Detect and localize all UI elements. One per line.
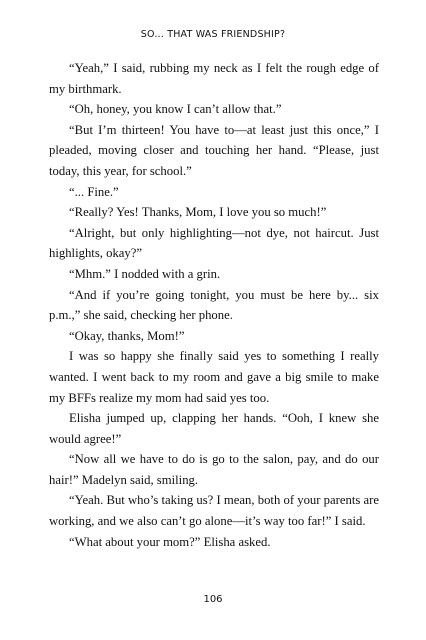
paragraph: “And if you’re going tonight, you must be here by... six p.m.,” she said, checking her phone. <box>49 287 379 323</box>
paragraph: “Alright, but only highlighting—not dye, not haircut. Just highlights, okay?” <box>49 225 379 261</box>
running-header: SO... THAT WAS FRIENDSHIP? <box>140 29 286 40</box>
paragraph: “Now all we have to do is go to the salon, pay, and do our hair!” Madelyn said, smiling. <box>49 452 379 487</box>
paragraph: “Yeah,” I said, rubbing my neck as I felt the rough edge of my birthmark. <box>49 61 379 96</box>
paragraph: “Really? Yes! Thanks, Mom, I love you so much!” <box>69 205 327 220</box>
paragraph: “What about your mom?” Elisha asked. <box>69 534 271 549</box>
paragraph: “Oh, honey, you know I can’t allow that.” <box>69 102 282 117</box>
paragraph: “Okay, thanks, Mom!” <box>69 328 185 343</box>
body-text <box>49 58 379 552</box>
page-number: 106 <box>203 594 223 605</box>
paragraph: “Yeah. But who’s taking us? I mean, both of your parents are working, and we also can’t go alone—it’s way too far!” I said. <box>49 493 379 529</box>
paragraph: I was so happy she finally said yes to something I really wanted. I went back to my room and gave a big smile to make my BFFs realize my mom had said yes too. <box>49 349 379 405</box>
paragraph: “But I’m thirteen! You have to—at least just this once,” I pleaded, moving closer and touching her hand. “Please, just today, this year, for school.” <box>49 122 379 178</box>
paragraph: “Mhm.” I nodded with a grin. <box>69 266 221 281</box>
paragraph: “... Fine.” <box>69 184 119 199</box>
paragraph: Elisha jumped up, clapping her hands. “Ooh, I knew she would agree!” <box>49 411 379 446</box>
